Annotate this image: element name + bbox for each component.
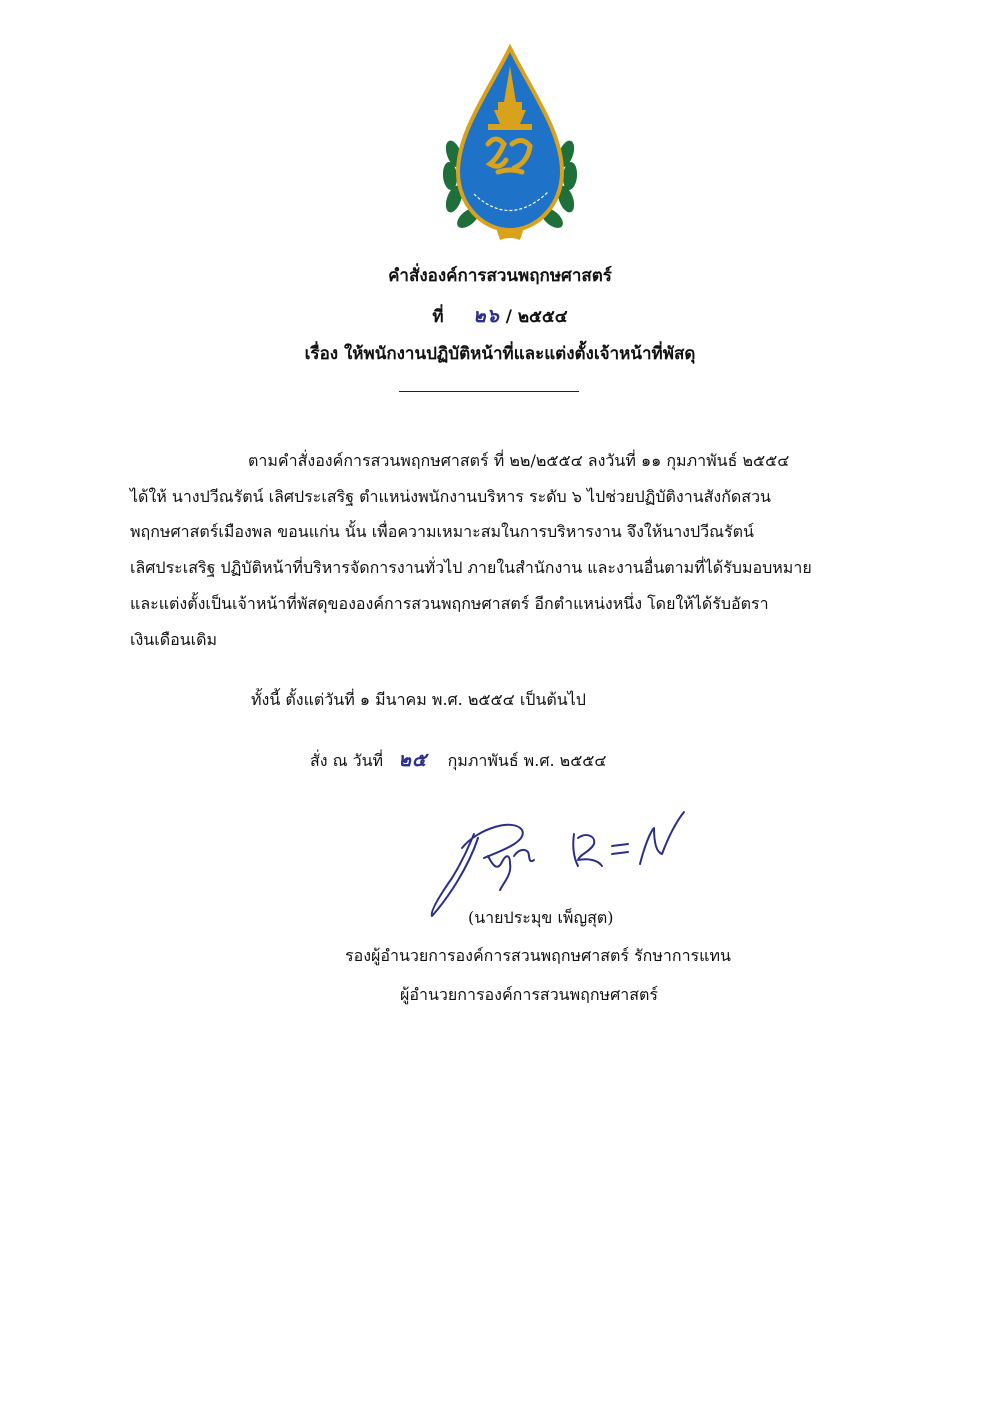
order-title: คำสั่งองค์การสวนพฤกษศาสตร์ — [388, 266, 612, 286]
effective-date: ทั้งนี้ ตั้งแต่วันที่ ๑ มีนาคม พ.ศ. ๒๕๕๔ เป็นต้นไป — [251, 690, 586, 709]
order-number-prefix: ที่ — [432, 307, 444, 327]
handwritten-signature — [418, 808, 688, 920]
body-line: เลิศประเสริฐ ปฏิบัติหน้าที่บริหารจัดการงานทั่วไป ภายในสำนักงาน และงานอื่นตามที่ได้รับมอบหมาย — [130, 558, 812, 577]
signatory-position-acting: ผู้อำนวยการองค์การสวนพฤกษศาสตร์ — [400, 985, 658, 1004]
body-line: ตามคำสั่งองค์การสวนพฤกษศาสตร์ ที่ ๒๒/๒๕๕๔ ลงวันที่ ๑๑ กุมภาพันธ์ ๒๕๕๔ — [248, 451, 790, 470]
signatory-name: (นายประมุข เพ็ญสุต) — [468, 908, 614, 927]
order-number — [0, 301, 1000, 331]
header-divider — [399, 391, 579, 392]
organization-emblem-icon — [440, 44, 580, 244]
body-line: ได้ให้ นางปวีณรัตน์ เลิศประเสริฐ ตำแหน่งพนักงานบริหาร ระดับ ๖ ไปช่วยปฏิบัติงานสังกัดสวน — [130, 487, 771, 506]
order-number-handwritten: ๒๖ — [473, 305, 500, 327]
ordered-day-handwritten: ๒๕ — [398, 749, 428, 771]
ordered-date-suffix: กุมภาพันธ์ พ.ศ. ๒๕๕๔ — [447, 751, 607, 770]
order-subject: เรื่อง ให้พนักงานปฏิบัติหน้าที่และแต่งตั้งเจ้าหน้าที่พัสดุ — [304, 344, 696, 364]
body-line: เงินเดือนเดิม — [130, 630, 218, 649]
signatory-position: รองผู้อำนวยการองค์การสวนพฤกษศาสตร์ รักษาการแทน — [345, 946, 731, 965]
order-number-suffix: / ๒๕๕๔ — [505, 307, 568, 327]
body-line: และแต่งตั้งเป็นเจ้าหน้าที่พัสดุขององค์การสวนพฤกษศาสตร์ อีกตำแหน่งหนึ่ง โดยให้ได้รับอัตรา — [130, 594, 769, 613]
body-line: พฤกษศาสตร์เมืองพล ขอนแก่น นั้น เพื่อความเหมาะสมในการบริหารงาน จึงให้นางปวีณรัตน์ — [130, 522, 754, 541]
ordered-date — [310, 745, 607, 775]
ordered-date-prefix: สั่ง ณ วันที่ — [310, 751, 384, 770]
